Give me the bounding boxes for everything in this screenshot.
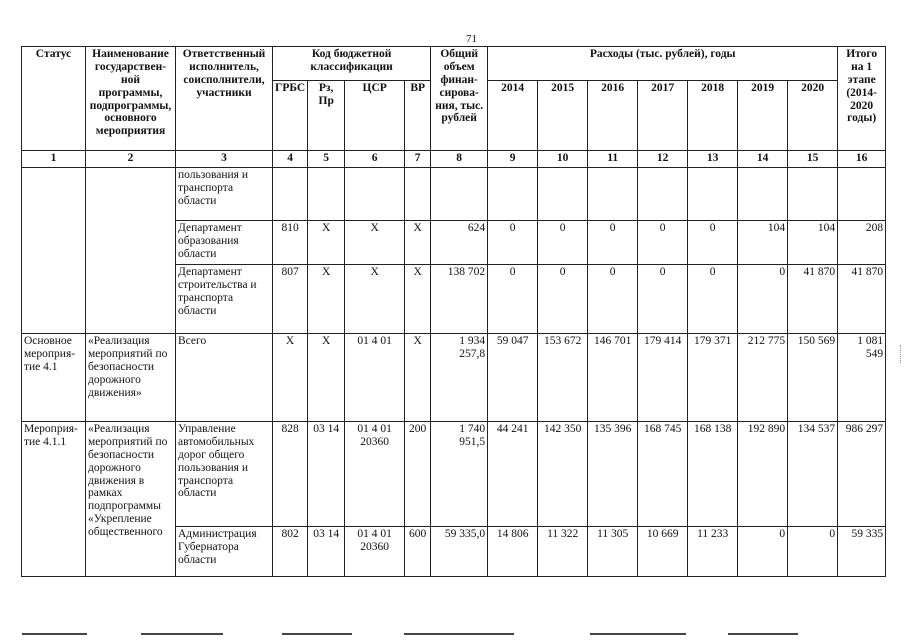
header-year-2020: 2020 [788,81,838,151]
year-value-cell: 0 [488,221,538,265]
grbs-cell: 810 [273,221,308,265]
footer-rule [282,633,352,635]
year-value-cell: 0 [488,265,538,334]
year-value-cell: 168 138 [688,422,738,527]
status-cell: Основное мероприя-тие 4.1 [22,334,86,422]
executor-cell: Администрация Губернатора области [176,527,273,577]
column-number: 11 [588,151,638,168]
header-year-2015: 2015 [538,81,588,151]
year-value-cell: 0 [638,221,688,265]
header-total-volume: Общий объем финан-сирова-ния, тыс. рублей [431,47,488,151]
year-value-cell: 0 [588,265,638,334]
vr-cell: 600 [405,527,431,577]
total-cell [431,168,488,221]
year-value-cell [788,168,838,221]
year-value-cell: 0 [738,527,788,577]
year-value-cell: 59 047 [488,334,538,422]
header-row-1 [22,47,886,81]
total-cell: 138 702 [431,265,488,334]
vr-cell: Х [405,334,431,422]
status-cell: Мероприя-тие 4.1.1 [22,422,86,577]
total-cell: 1 740 951,5 [431,422,488,527]
stage-total-cell: 59 335 [838,527,886,577]
csr-cell: Х [345,265,405,334]
year-value-cell [488,168,538,221]
year-value-cell: 146 701 [588,334,638,422]
year-value-cell: 11 305 [588,527,638,577]
year-value-cell [738,168,788,221]
csr-cell: 01 4 01 [345,334,405,422]
column-number: 14 [738,151,788,168]
year-value-cell: 142 350 [538,422,588,527]
total-cell: 624 [431,221,488,265]
header-grbs: ГРБС [273,81,308,151]
rz-cell [308,168,345,221]
year-value-cell: 11 322 [538,527,588,577]
vr-cell: Х [405,265,431,334]
year-value-cell: 134 537 [788,422,838,527]
grbs-cell: 802 [273,527,308,577]
column-number: 4 [273,151,308,168]
executor-cell: пользования и транспорта области [176,168,273,221]
year-value-cell: 150 569 [788,334,838,422]
footer-rule [590,633,686,635]
column-number: 10 [538,151,588,168]
vr-cell: 200 [405,422,431,527]
year-value-cell: 153 672 [538,334,588,422]
header-year-2017: 2017 [638,81,688,151]
year-value-cell: 179 371 [688,334,738,422]
year-value-cell: 0 [688,221,738,265]
column-number: 8 [431,151,488,168]
column-number: 9 [488,151,538,168]
footer-rule [728,633,798,635]
rz-cell: Х [308,334,345,422]
header-vr: ВР [405,81,431,151]
column-number: 3 [176,151,273,168]
column-number: 6 [345,151,405,168]
year-value-cell: 41 870 [788,265,838,334]
budget-table [21,46,886,577]
vr-cell: Х [405,221,431,265]
year-value-cell: 135 396 [588,422,638,527]
csr-cell [345,168,405,221]
stage-total-cell [838,168,886,221]
column-number: 7 [405,151,431,168]
grbs-cell [273,168,308,221]
year-value-cell: 104 [788,221,838,265]
year-value-cell: 168 745 [638,422,688,527]
grbs-cell: 828 [273,422,308,527]
year-value-cell: 192 890 [738,422,788,527]
year-value-cell: 0 [788,527,838,577]
total-cell: 59 335,0 [431,527,488,577]
year-value-cell: 0 [638,265,688,334]
year-value-cell: 179 414 [638,334,688,422]
header-csr: ЦСР [345,81,405,151]
header-executor: Ответственный исполнитель, соисполнители, участники [176,47,273,151]
csr-cell: 01 4 01 20360 [345,527,405,577]
column-number: 12 [638,151,688,168]
header-budget-code: Код бюджетной классификации [273,47,431,81]
year-value-cell: 212 775 [738,334,788,422]
csr-cell: 01 4 01 20360 [345,422,405,527]
year-value-cell: 11 233 [688,527,738,577]
column-number: 15 [788,151,838,168]
scan-artifact [900,345,902,363]
header-expenses: Расходы (тыс. рублей), годы [488,47,838,81]
year-value-cell [588,168,638,221]
year-value-cell: 0 [738,265,788,334]
rz-cell: 03 14 [308,527,345,577]
stage-total-cell: 986 297 [838,422,886,527]
name-cell: «Реализация мероприятий по безопасности дорожного движения в рамках подпрограммы «Укрепление общественного [86,422,176,577]
column-number: 2 [86,151,176,168]
executor-cell: Департамент образования области [176,221,273,265]
column-number: 13 [688,151,738,168]
stage-total-cell: 208 [838,221,886,265]
name-cell: «Реализация мероприятий по безопасности дорожного движения» [86,334,176,422]
executor-cell: Управление автомобильных дорог общего пользования и транспорта области [176,422,273,527]
header-name: Наименование государствен-ной программы, подпрограммы, основного мероприятия [86,47,176,151]
footer-rule [404,633,514,635]
executor-cell: Всего [176,334,273,422]
table-row [22,334,886,422]
year-value-cell: 104 [738,221,788,265]
year-value-cell: 14 806 [488,527,538,577]
year-value-cell: 10 669 [638,527,688,577]
header-status: Статус [22,47,86,151]
year-value-cell: 0 [688,265,738,334]
csr-cell: Х [345,221,405,265]
year-value-cell [688,168,738,221]
footer-rule [22,633,87,635]
vr-cell [405,168,431,221]
total-cell: 1 934 257,8 [431,334,488,422]
column-number-row [22,151,886,168]
grbs-cell: Х [273,334,308,422]
year-value-cell [538,168,588,221]
header-rz: Рз, Пр [308,81,345,151]
column-number: 16 [838,151,886,168]
footer-rule [141,633,223,635]
stage-total-cell: 1 081 549 [838,334,886,422]
table-row [22,422,886,527]
executor-cell: Департамент строительства и транспорта области [176,265,273,334]
header-stage-total: Итого на 1 этапе (2014-2020 годы) [838,47,886,151]
grbs-cell: 807 [273,265,308,334]
name-cell [86,168,176,334]
header-year-2019: 2019 [738,81,788,151]
rz-cell: Х [308,221,345,265]
year-value-cell: 0 [588,221,638,265]
status-cell [22,168,86,334]
year-value-cell: 0 [538,265,588,334]
year-value-cell: 0 [538,221,588,265]
header-year-2016: 2016 [588,81,638,151]
year-value-cell: 44 241 [488,422,538,527]
column-number: 5 [308,151,345,168]
rz-cell: Х [308,265,345,334]
stage-total-cell: 41 870 [838,265,886,334]
page-number: 71 [466,33,477,45]
header-year-2018: 2018 [688,81,738,151]
year-value-cell [638,168,688,221]
rz-cell: 03 14 [308,422,345,527]
column-number: 1 [22,151,86,168]
header-year-2014: 2014 [488,81,538,151]
table-row [22,168,886,221]
